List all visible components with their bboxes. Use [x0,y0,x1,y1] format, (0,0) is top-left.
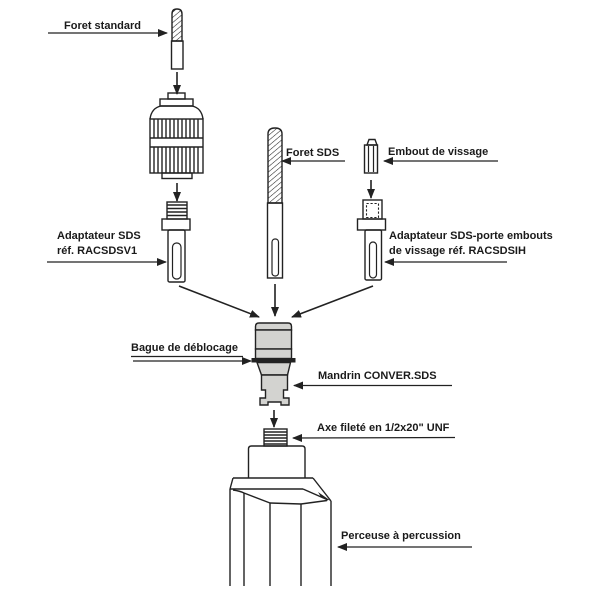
mandrin-conver-sds-drawing [252,323,296,405]
foret-standard-drawing [172,9,184,69]
perceuse-drawing [230,446,331,586]
arrow-right-to-mandrin [292,286,373,317]
adaptateur-sds-label-line1: Adaptateur SDS [57,230,141,242]
mandrin-conver-sds-label: Mandrin CONVER.SDS [318,370,437,382]
adaptateur-sds-label-line2: réf. RACSDSV1 [57,245,138,257]
embout-vissage-label: Embout de vissage [388,146,489,158]
foret-standard-label: Foret standard [64,20,142,32]
foret-sds-drawing [268,128,283,278]
adapter-racsdsih-drawing [358,200,386,280]
adapter-racsdsv1-drawing [162,202,190,282]
axe-pointer [293,438,455,439]
standard-chuck-drawing [150,93,203,179]
arrow-left-to-mandrin [179,286,259,317]
adaptateur-porte-embouts-label-line1: Adaptateur SDS-porte embouts [389,230,553,242]
adaptateur-porte-embouts-label [389,229,553,259]
perceuse-label: Perceuse à percussion [341,530,461,542]
axe-filete-drawing [264,429,287,446]
axe-filete-label: Axe fileté en 1/2x20" UNF [317,422,450,434]
label-pointers [47,33,507,547]
bague-deblocage-label: Bague de déblocage [131,342,238,354]
adaptateur-porte-embouts-label-line2: de vissage réf. RACSDSIH [389,245,526,257]
embout-vissage-drawing [365,140,378,174]
foret-sds-label: Foret SDS [286,147,340,159]
chuck-ribs [154,119,198,173]
adaptateur-sds-label [57,229,141,259]
